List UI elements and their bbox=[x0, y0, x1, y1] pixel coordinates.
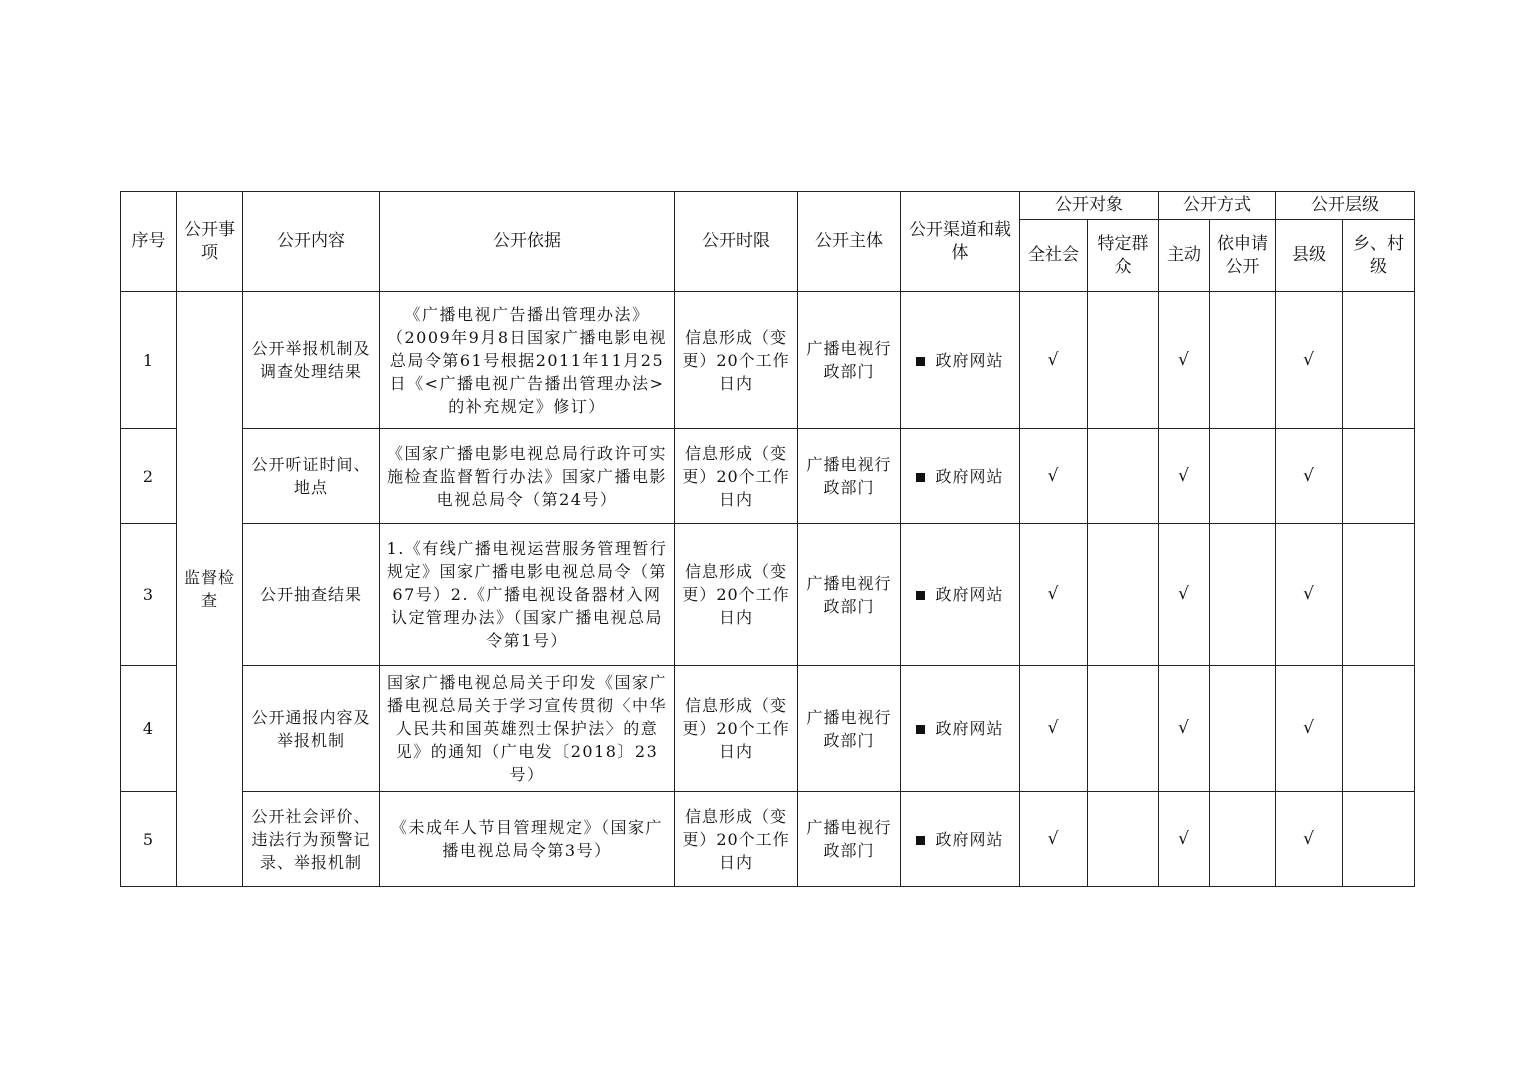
row-level-county: √ bbox=[1276, 524, 1343, 666]
row-channel bbox=[901, 524, 1020, 666]
row-level-town bbox=[1343, 524, 1415, 666]
bullet-square-icon bbox=[916, 473, 925, 482]
row-method-active: √ bbox=[1159, 792, 1210, 887]
row-level-town bbox=[1343, 792, 1415, 887]
header-subject: 公开主体 bbox=[798, 192, 901, 292]
header-method-request: 依申请公开 bbox=[1210, 220, 1276, 292]
row-time-limit: 信息形成（变更）20个工作日内 bbox=[675, 429, 798, 524]
row-method-request bbox=[1210, 666, 1276, 792]
row-target-specific bbox=[1088, 666, 1159, 792]
header-method-active: 主动 bbox=[1159, 220, 1210, 292]
row-channel bbox=[901, 292, 1020, 429]
header-level-town: 乡、村级 bbox=[1343, 220, 1415, 292]
channel-label: 政府网站 bbox=[935, 350, 1004, 370]
row-level-town bbox=[1343, 666, 1415, 792]
row-subject: 广播电视行政部门 bbox=[798, 524, 901, 666]
table-row bbox=[121, 666, 1415, 792]
bullet-square-icon bbox=[916, 836, 925, 845]
header-target-all: 全社会 bbox=[1020, 220, 1088, 292]
row-level-county: √ bbox=[1276, 666, 1343, 792]
header-level-county: 县级 bbox=[1276, 220, 1343, 292]
row-seq: 5 bbox=[121, 792, 177, 887]
channel-label: 政府网站 bbox=[935, 719, 1004, 738]
row-method-active: √ bbox=[1159, 666, 1210, 792]
bullet-square-icon bbox=[916, 357, 925, 366]
channel-label: 政府网站 bbox=[935, 466, 1004, 486]
header-content: 公开内容 bbox=[243, 192, 380, 292]
row-content: 公开举报机制及调查处理结果 bbox=[243, 292, 380, 429]
header-item: 公开事项 bbox=[177, 192, 243, 292]
row-seq: 1 bbox=[121, 292, 177, 429]
bullet-square-icon bbox=[916, 725, 925, 734]
row-method-active: √ bbox=[1159, 524, 1210, 666]
row-time-limit: 信息形成（变更）20个工作日内 bbox=[675, 792, 798, 887]
disclosure-table bbox=[120, 191, 1415, 887]
table-row bbox=[121, 524, 1415, 666]
row-method-request bbox=[1210, 792, 1276, 887]
row-target-all: √ bbox=[1020, 792, 1088, 887]
row-basis: 《未成年人节目管理规定》（国家广播电视总局令第3号） bbox=[380, 792, 675, 887]
row-content: 公开通报内容及举报机制 bbox=[243, 666, 380, 792]
row-target-specific bbox=[1088, 792, 1159, 887]
row-level-county: √ bbox=[1276, 792, 1343, 887]
table-row bbox=[121, 429, 1415, 524]
channel-label: 政府网站 bbox=[935, 585, 1004, 604]
row-channel bbox=[901, 792, 1020, 887]
row-method-request bbox=[1210, 292, 1276, 429]
row-method-active: √ bbox=[1159, 429, 1210, 524]
header-level: 公开层级 bbox=[1276, 192, 1415, 220]
row-target-all: √ bbox=[1020, 524, 1088, 666]
table-row bbox=[121, 292, 1415, 429]
row-basis: 《国家广播电影电视总局行政许可实施检查监督暂行办法》国家广播电影电视总局令（第24号） bbox=[380, 429, 675, 524]
row-method-request bbox=[1210, 429, 1276, 524]
row-method-request bbox=[1210, 524, 1276, 666]
row-basis: 1.《有线广播电视运营服务管理暂行规定》国家广播电影电视总局令（第67号）2.《广播电视设备器材入网认定管理办法》（国家广播电视总局令第1号） bbox=[380, 524, 675, 666]
header-basis: 公开依据 bbox=[380, 192, 675, 292]
row-target-all: √ bbox=[1020, 429, 1088, 524]
row-content: 公开抽查结果 bbox=[243, 524, 380, 666]
row-seq: 2 bbox=[121, 429, 177, 524]
row-target-all: √ bbox=[1020, 292, 1088, 429]
row-subject: 广播电视行政部门 bbox=[798, 429, 901, 524]
bullet-square-icon bbox=[916, 591, 925, 600]
header-channel: 公开渠道和载体 bbox=[901, 192, 1020, 292]
group-item-cell: 监督检查 bbox=[177, 292, 243, 887]
row-target-specific bbox=[1088, 524, 1159, 666]
row-subject: 广播电视行政部门 bbox=[798, 666, 901, 792]
row-level-town bbox=[1343, 429, 1415, 524]
row-subject: 广播电视行政部门 bbox=[798, 292, 901, 429]
row-time-limit: 信息形成（变更）20个工作日内 bbox=[675, 524, 798, 666]
row-target-specific bbox=[1088, 429, 1159, 524]
row-channel bbox=[901, 666, 1020, 792]
row-basis: 国家广播电视总局关于印发《国家广播电视总局关于学习宣传贯彻〈中华人民共和国英雄烈士保护法〉的意见》的通知（广电发〔2018〕23号） bbox=[380, 666, 675, 792]
row-subject: 广播电视行政部门 bbox=[798, 792, 901, 887]
header-method: 公开方式 bbox=[1159, 192, 1276, 220]
row-level-county: √ bbox=[1276, 292, 1343, 429]
row-content: 公开听证时间、地点 bbox=[243, 429, 380, 524]
row-seq: 3 bbox=[121, 524, 177, 666]
row-method-active: √ bbox=[1159, 292, 1210, 429]
row-channel bbox=[901, 429, 1020, 524]
row-target-specific bbox=[1088, 292, 1159, 429]
row-level-county: √ bbox=[1276, 429, 1343, 524]
header-time-limit: 公开时限 bbox=[675, 192, 798, 292]
row-seq: 4 bbox=[121, 666, 177, 792]
channel-label: 政府网站 bbox=[935, 829, 1004, 849]
header-target: 公开对象 bbox=[1020, 192, 1159, 220]
header-seq: 序号 bbox=[121, 192, 177, 292]
row-content: 公开社会评价、违法行为预警记录、举报机制 bbox=[243, 792, 380, 887]
table-row bbox=[121, 792, 1415, 887]
row-target-all: √ bbox=[1020, 666, 1088, 792]
row-basis: 《广播电视广告播出管理办法》（2009年9月8日国家广播电影电视总局令第61号根据2011年11月25日《<广播电视广告播出管理办法>的补充规定》修订） bbox=[380, 292, 675, 429]
header-target-specific: 特定群众 bbox=[1088, 220, 1159, 292]
row-time-limit: 信息形成（变更）20个工作日内 bbox=[675, 666, 798, 792]
row-level-town bbox=[1343, 292, 1415, 429]
row-time-limit: 信息形成（变更）20个工作日内 bbox=[675, 292, 798, 429]
